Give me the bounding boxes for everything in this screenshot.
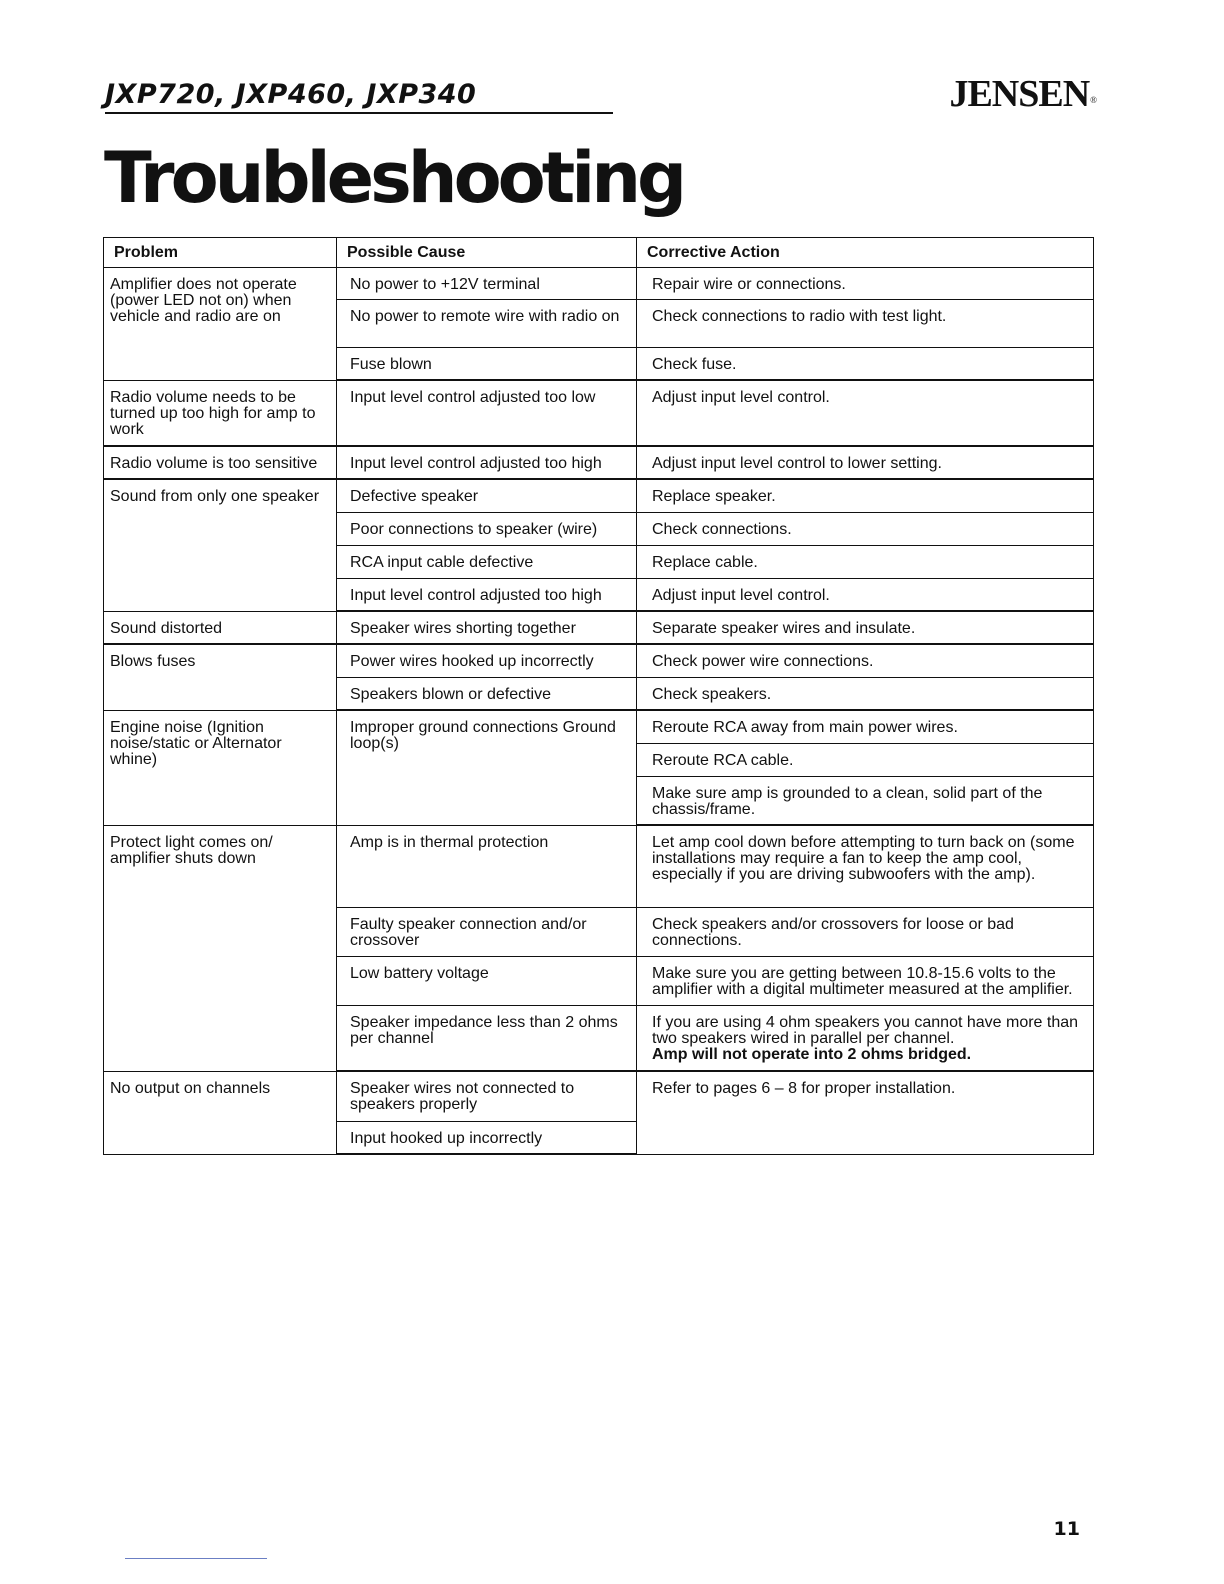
cause-cell: Amp is in thermal protection [337, 825, 637, 907]
table-row [104, 446, 1094, 479]
cause-cell: RCA input cable defective [337, 545, 637, 578]
table-row [104, 710, 1094, 743]
action-cell: Reroute RCA away from main power wires. [637, 710, 1094, 743]
action-cell: Separate speaker wires and insulate. [637, 611, 1094, 644]
header-corrective-action: Corrective Action [637, 238, 1094, 268]
problem-cell: Amplifier does not operate (power LED not on) when vehicle and radio are on [104, 268, 337, 381]
problem-cell: Protect light comes on/ amplifier shuts down [104, 825, 337, 1071]
table-row [104, 479, 1094, 512]
action-cell: Adjust input level control. [637, 380, 1094, 446]
page-title: Troubleshooting [104, 137, 684, 219]
cause-cell: No power to +12V terminal [337, 268, 637, 300]
cause-cell: Input hooked up incorrectly [337, 1121, 637, 1154]
problem-cell: Sound distorted [104, 611, 337, 644]
brand-name: JENSEN [949, 73, 1090, 115]
cause-cell: Faulty speaker connection and/or crossover [337, 907, 637, 956]
table-row [104, 268, 1094, 300]
action-cell [637, 1005, 1094, 1071]
table-row [104, 644, 1094, 677]
bridged-warning: Amp will not operate into 2 ohms bridged. [652, 1045, 972, 1063]
troubleshooting-table [103, 237, 1094, 1155]
action-cell: Let amp cool down before attempting to turn back on (some installations may require a fan to keep the amp cool, especially if you are driving subwoofers with the amp). [637, 825, 1094, 907]
cause-cell: Power wires hooked up incorrectly [337, 644, 637, 677]
problem-cell: Sound from only one speaker [104, 479, 337, 611]
problem-cell: Engine noise (Ignition noise/static or Alternator whine) [104, 710, 337, 825]
problem-cell: Radio volume is too sensitive [104, 446, 337, 479]
action-cell: Refer to pages 6 – 8 for proper installation. [637, 1071, 1094, 1154]
action-cell: Replace speaker. [637, 479, 1094, 512]
action-cell: Adjust input level control. [637, 578, 1094, 611]
page-number: 11 [1053, 1518, 1080, 1540]
cause-cell: Fuse blown [337, 348, 637, 381]
table-row [104, 1071, 1094, 1121]
cause-cell: Speaker impedance less than 2 ohms per channel [337, 1005, 637, 1071]
table-row [104, 611, 1094, 644]
table-row [104, 825, 1094, 907]
header-possible-cause: Possible Cause [337, 238, 637, 268]
problem-cell: No output on channels [104, 1071, 337, 1154]
action-text: If you are using 4 ohm speakers you cannot have more than two speakers wired in parallel per channel. [652, 1013, 1079, 1047]
cause-cell: Poor connections to speaker (wire) [337, 512, 637, 545]
action-cell: Check fuse. [637, 348, 1094, 381]
cause-cell: No power to remote wire with radio on [337, 300, 637, 348]
footer-rule [125, 1558, 267, 1559]
cause-cell: Low battery voltage [337, 956, 637, 1005]
cause-cell: Improper ground connections Ground loop(s) [337, 710, 637, 825]
action-cell: Adjust input level control to lower setting. [637, 446, 1094, 479]
cause-cell: Defective speaker [337, 479, 637, 512]
model-numbers: JXP720, JXP460, JXP340 [105, 78, 613, 114]
action-cell: Check speakers. [637, 677, 1094, 710]
table-row [104, 380, 1094, 446]
action-cell: Check connections. [637, 512, 1094, 545]
header-problem: Problem [104, 238, 337, 268]
action-cell: Check power wire connections. [637, 644, 1094, 677]
action-cell: Check connections to radio with test light. [637, 300, 1094, 348]
cause-cell: Input level control adjusted too high [337, 446, 637, 479]
cause-cell: Input level control adjusted too low [337, 380, 637, 446]
problem-cell: Radio volume needs to be turned up too high for amp to work [104, 380, 337, 446]
action-cell: Make sure amp is grounded to a clean, solid part of the chassis/frame. [637, 776, 1094, 825]
table-header-row [104, 238, 1094, 268]
action-cell: Replace cable. [637, 545, 1094, 578]
cause-cell: Speaker wires shorting together [337, 611, 637, 644]
registered-mark: ® [1090, 95, 1096, 105]
brand-logo [949, 72, 1096, 116]
problem-cell: Blows fuses [104, 644, 337, 710]
cause-cell: Speaker wires not connected to speakers properly [337, 1071, 637, 1121]
cause-cell: Input level control adjusted too high [337, 578, 637, 611]
cause-cell: Speakers blown or defective [337, 677, 637, 710]
action-cell: Check speakers and/or crossovers for loose or bad connections. [637, 907, 1094, 956]
action-cell: Make sure you are getting between 10.8-15.6 volts to the amplifier with a digital multimeter measured at the amplifier. [637, 956, 1094, 1005]
action-cell: Reroute RCA cable. [637, 743, 1094, 776]
action-cell: Repair wire or connections. [637, 268, 1094, 300]
